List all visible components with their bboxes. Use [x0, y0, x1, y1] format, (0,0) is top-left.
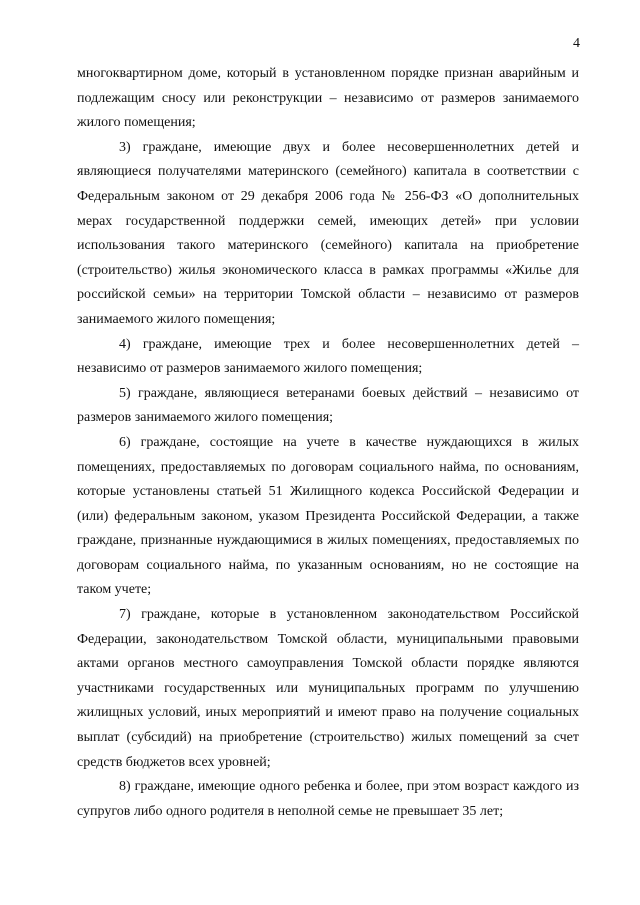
paragraph-item-5: 5) граждане, являющиеся ветеранами боевых действий – независимо от размеров занимаемого жилого помещения; — [77, 385, 579, 426]
paragraph-item-4: 4) граждане, имеющие трех и более несовершеннолетних детей – независимо от размеров занимаемого жилого помещения; — [77, 336, 579, 377]
document-body — [77, 62, 579, 824]
paragraph-item-3: 3) граждане, имеющие двух и более несовершеннолетних детей и являющиеся получателями материнского (семейного) капитала в соответствии с Федеральным законом от 29 декабря 2006 года № 256-ФЗ «О дополнительных мерах государственной поддержки семей, имеющих детей» при условии использования такого материнского (семейного) капитала на приобретение (строительство) жилья экономического класса в рамках программы «Жилье для российской семьи» на территории Томской области – независимо от размеров занимаемого жилого помещения; — [77, 139, 579, 327]
page-number: 4 — [573, 36, 580, 51]
paragraph-continuation: многоквартирном доме, который в установленном порядке признан аварийным и подлежащим сносу или реконструкции – независимо от размеров занимаемого жилого помещения; — [77, 66, 579, 131]
paragraph-item-8: 8) граждане, имеющие одного ребенка и более, при этом возраст каждого из супругов либо одного родителя в неполной семье не превышает 35 лет; — [77, 779, 579, 819]
paragraph-item-7: 7) граждане, которые в установленном законодательством Российской Федерации, законодательством Томской области, муниципальными правовыми актами органов местного самоуправления Томской области порядке являются участниками государственных или муниципальных программ по улучшению жилищных условий, иных мероприятий и имеют право на получение социальных выплат (субсидий) на приобретение (строительство) жилых помещений за счет средств бюджетов всех уровней; — [77, 607, 579, 770]
paragraph-item-6: 6) граждане, состоящие на учете в качестве нуждающихся в жилых помещениях, предоставляемых по договорам социального найма, по основаниям, которые установлены статьей 51 Жилищного кодекса Российской Федерации и (или) федеральным законом, указом Президента Российской Федерации, а также граждане, признанные нуждающимися в жилых помещениях, предоставляемых по договорам социального найма, по указанным основаниям, но не состоящие на таком учете; — [77, 434, 579, 598]
